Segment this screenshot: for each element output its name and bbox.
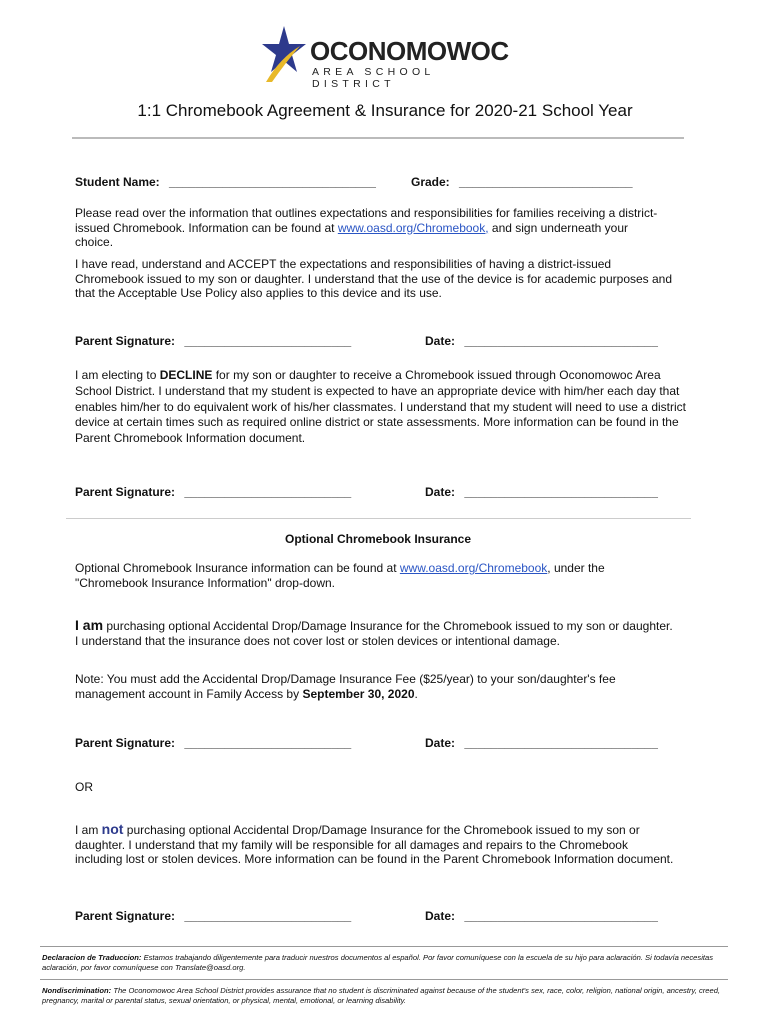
- chromebook-link[interactable]: www.oasd.org/Chromebook,: [337, 220, 489, 235]
- parent-signature-blank: _________________________: [184, 909, 352, 923]
- insurance-info-text-end: , under the "Chromebook Insurance Information" drop-down.: [75, 561, 605, 590]
- parent-signature-blank: _________________________: [184, 485, 352, 499]
- parent-signature-blank: _________________________: [184, 736, 352, 750]
- note-end: .: [414, 686, 418, 701]
- translation-notice: [42, 953, 722, 973]
- parent-signature-label: Parent Signature:: [75, 909, 176, 923]
- date-line[interactable]: [425, 736, 658, 750]
- intro-paragraph: [75, 206, 667, 250]
- insurance-info: [75, 561, 660, 590]
- page-title: 1:1 Chromebook Agreement & Insurance for 2020-21 School Year: [137, 101, 633, 120]
- translation-label: Declaracion de Traduccion:: [42, 953, 142, 962]
- student-name-field[interactable]: [75, 175, 376, 189]
- parent-signature-line[interactable]: [75, 485, 351, 499]
- insurance-note: [75, 672, 655, 701]
- footer-divider: [40, 946, 728, 947]
- accept-paragraph: I have read, understand and ACCEPT the expectations and responsibilities of having a district-issued Chromebook issued to my son or daughter. I understand that the use of the device is for academic purposes and that the Acceptable Use Policy also applies to this device and its use.: [75, 257, 673, 300]
- date-blank: _____________________________: [464, 736, 658, 750]
- am-text: purchasing optional Accidental Drop/Damage Insurance for the Chromebook issued to my son or daughter. I understand that the insurance does not cover lost or stolen devices or intentional damage.: [75, 619, 673, 648]
- date-line[interactable]: [425, 485, 658, 499]
- intro-text: Please read over the information that outlines expectations and responsibilities for families receiving a district-issued Chromebook. Information can be found at: [75, 206, 658, 235]
- parent-signature-line[interactable]: [75, 334, 351, 348]
- nondiscrimination-text: The Oconomowoc Area School District provides assurance that no student is discriminated against because of the student's sex, race, color, religion, national origin, ancestry, creed, pregnancy, marital or parental status, sexual orientation, or physical, mental, emotional, or learning disability.: [42, 986, 721, 1005]
- not-keyword: not: [101, 821, 124, 837]
- student-name-label: Student Name:: [75, 175, 160, 189]
- date-label: Date:: [425, 334, 456, 348]
- title-divider: [72, 137, 684, 139]
- date-label: Date:: [425, 485, 456, 499]
- not-prefix: I am: [75, 823, 102, 837]
- decline-text: I am electing to: [75, 368, 160, 382]
- date-blank: _____________________________: [464, 909, 658, 923]
- date-blank: _____________________________: [464, 334, 658, 348]
- date-label: Date:: [425, 736, 456, 750]
- insurance-link[interactable]: www.oasd.org/Chromebook: [399, 561, 548, 575]
- insurance-info-text: Optional Chromebook Insurance information can be found at: [75, 561, 400, 575]
- decline-keyword: DECLINE: [159, 368, 213, 382]
- or-separator: OR: [75, 780, 93, 794]
- parent-signature-label: Parent Signature:: [75, 736, 176, 750]
- decline-text-rest: for my son or daughter to receive a Chromebook issued through Oconomowoc Area School District. I understand that my student is expected to have an appropriate device with him/her each day that enables him/her to do equivalent work of his/her classmates. I understand that my student will need to use a district device at certain times such as required online district or state assessments. More information can be found in the Parent Chromebook Information document.: [75, 368, 686, 446]
- parent-signature-line[interactable]: [75, 909, 351, 923]
- district-logo: [258, 24, 509, 90]
- insurance-heading: Optional Chromebook Insurance: [284, 532, 472, 546]
- parent-signature-blank: _________________________: [184, 334, 352, 348]
- parent-signature-label: Parent Signature:: [75, 485, 176, 499]
- intro-text-end: and sign underneath your choice.: [75, 220, 629, 249]
- insurance-not-paragraph: [75, 822, 675, 867]
- date-line[interactable]: [425, 334, 658, 348]
- star-icon: [258, 24, 318, 84]
- grade-label: Grade:: [411, 175, 450, 189]
- logo-subtitle: AREA SCHOOL DISTRICT: [312, 66, 435, 90]
- parent-signature-label: Parent Signature:: [75, 334, 176, 348]
- note-text: Note: You must add the Accidental Drop/Damage Insurance Fee ($25/year) to your son/daughter's fee management account in Family Access by: [75, 672, 616, 701]
- footer-divider-2: [40, 979, 728, 980]
- date-label: Date:: [425, 909, 456, 923]
- grade-blank: __________________________: [459, 175, 633, 189]
- nondiscrimination-label: Nondiscrimination:: [42, 986, 112, 995]
- not-text: purchasing optional Accidental Drop/Damage Insurance for the Chromebook issued to my son or daughter. I understand that my family will be responsible for all damages and repairs to the Chromebook including lost or stolen devices. More information can be found in the Parent Chromebook Information document.: [75, 823, 674, 866]
- student-name-blank: _______________________________: [169, 175, 376, 189]
- parent-signature-line[interactable]: [75, 736, 351, 750]
- grade-field[interactable]: [411, 175, 633, 189]
- am-keyword: am: [82, 617, 104, 633]
- section-divider: [66, 518, 691, 519]
- date-line[interactable]: [425, 909, 658, 923]
- note-deadline: September 30, 2020: [302, 686, 415, 701]
- nondiscrimination-notice: [42, 986, 722, 1006]
- decline-paragraph: [75, 368, 687, 447]
- logo-name: OCONOMOWOC: [310, 36, 509, 66]
- translation-text: Estamos trabajando diligentemente para traducir nuestros documentos al español. Por favor comuníquese con la escuela de su hijo para aclaración. Si todavía necesitas aclaración, por favor comuníquese con Translate@oasd.org.: [42, 953, 714, 972]
- date-blank: _____________________________: [464, 485, 658, 499]
- insurance-am-paragraph: [75, 618, 675, 648]
- am-prefix: I: [75, 617, 83, 633]
